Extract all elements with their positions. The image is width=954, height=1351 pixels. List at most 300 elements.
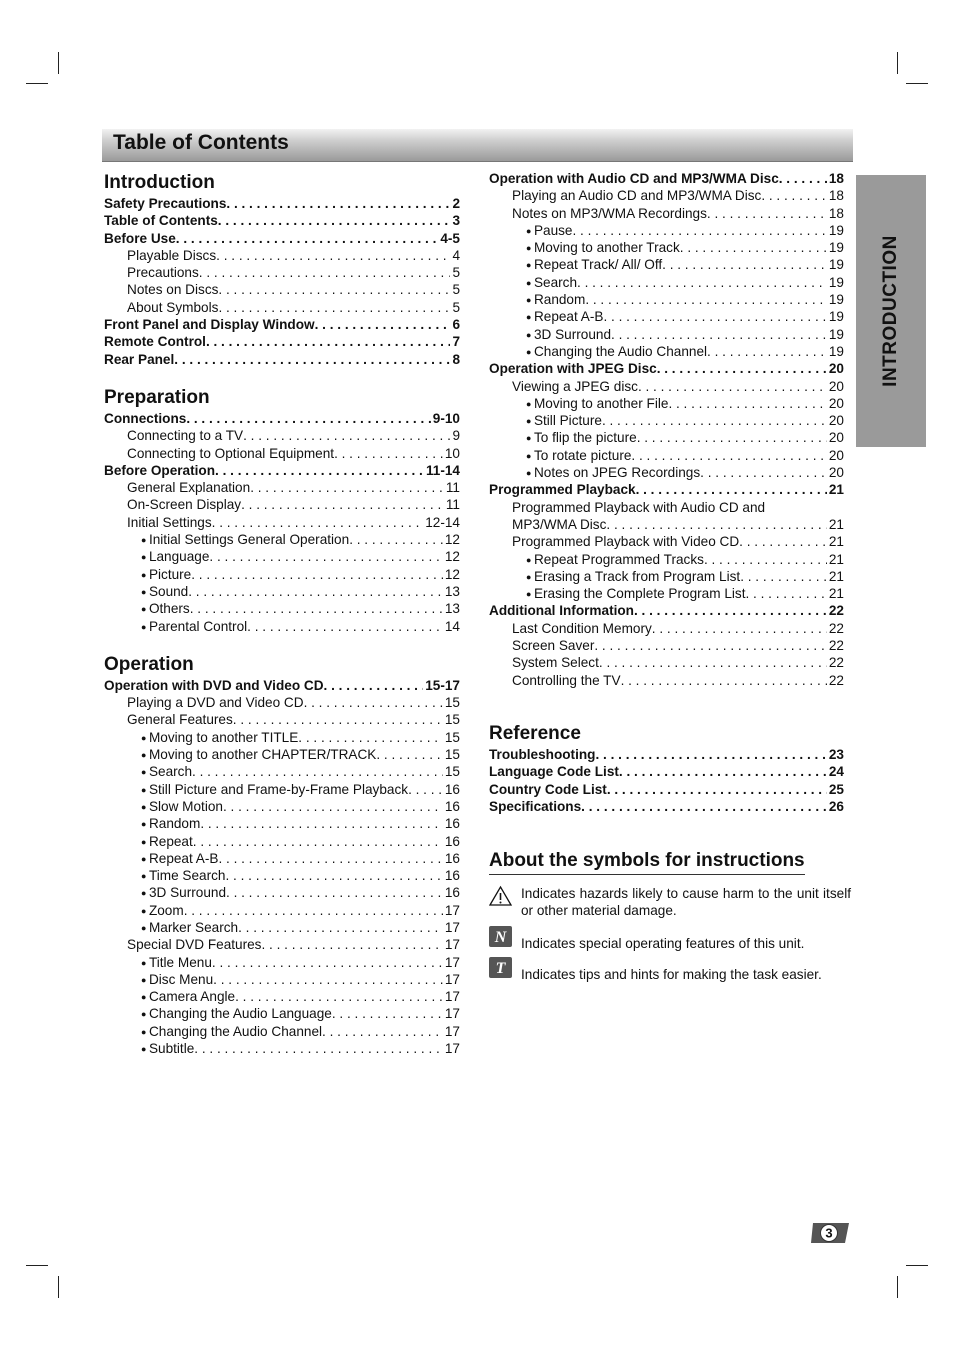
toc-dot-leader xyxy=(215,462,424,479)
toc-entry-page: 7 xyxy=(452,334,460,350)
toc-entry[interactable] xyxy=(489,798,844,815)
toc-entry[interactable] xyxy=(104,746,460,763)
toc-entry-title: MP3/WMA Disc xyxy=(512,516,607,532)
toc-entry-page: 22 xyxy=(828,638,844,654)
toc-entry[interactable] xyxy=(104,333,460,350)
toc-entry-page: 21 xyxy=(828,516,844,532)
toc-entry-page: 11 xyxy=(445,480,460,496)
toc-entry[interactable] xyxy=(104,247,460,264)
toc-entry-page: 11 xyxy=(445,497,460,513)
toc-dot-leader xyxy=(235,988,443,1005)
toc-entry[interactable] xyxy=(489,637,844,654)
toc-dot-leader xyxy=(602,412,827,429)
toc-entry[interactable] xyxy=(489,412,844,429)
toc-entry-page: 14 xyxy=(444,618,460,634)
toc-entry-title: ● Search xyxy=(526,274,577,291)
symbols-section-title: About the symbols for instructions xyxy=(489,850,805,875)
toc-dot-leader xyxy=(599,654,827,671)
toc-entry-page: 16 xyxy=(444,781,460,797)
toc-entry-title: ● To flip the picture xyxy=(526,429,637,446)
toc-entry-page: 20 xyxy=(828,361,844,377)
toc-entry-page: 13 xyxy=(444,583,460,599)
toc-dot-leader xyxy=(619,763,827,780)
toc-entry-page: 10 xyxy=(444,445,460,461)
toc-entry-title: ● Others xyxy=(141,600,190,617)
symbol-item-tip xyxy=(489,957,851,981)
toc-entry-title: ● Search xyxy=(141,763,192,780)
toc-entry-title: Safety Precautions xyxy=(104,196,227,211)
toc-entry-title: Remote Control xyxy=(104,334,206,350)
toc-entry[interactable] xyxy=(104,462,460,479)
toc-entry-page: 15-17 xyxy=(425,677,460,693)
toc-entry[interactable] xyxy=(104,600,460,617)
toc-entry-title: Connecting to Optional Equipment xyxy=(127,445,335,461)
toc-dot-leader xyxy=(218,299,450,316)
toc-entry-title: ● Subtitle xyxy=(141,1040,194,1057)
toc-entry-page: 15 xyxy=(444,695,460,711)
toc-right-column xyxy=(489,170,844,815)
toc-entry-title: Specifications xyxy=(489,798,582,814)
toc-dot-leader xyxy=(637,429,827,446)
toc-dot-leader xyxy=(621,672,827,689)
toc-entry-title: Programmed Playback with Video CD xyxy=(512,534,740,550)
toc-left-column xyxy=(104,170,460,1057)
toc-entry-page: 6 xyxy=(452,317,460,333)
toc-dot-leader xyxy=(226,195,450,212)
toc-entry-title: Operation with Audio CD and MP3/WMA Disc xyxy=(489,171,779,186)
toc-dot-leader xyxy=(250,479,444,496)
section-gap xyxy=(489,689,844,721)
toc-entry-title: Viewing a JPEG disc xyxy=(512,378,638,394)
toc-entry[interactable] xyxy=(104,1040,460,1057)
toc-entry[interactable] xyxy=(489,274,844,291)
toc-entry[interactable] xyxy=(104,798,460,815)
toc-entry[interactable] xyxy=(104,781,460,798)
toc-entry[interactable] xyxy=(104,548,460,565)
toc-dot-leader xyxy=(577,274,827,291)
toc-entry-page: 20 xyxy=(828,465,844,481)
toc-dot-leader xyxy=(581,798,827,815)
toc-entry-title: Precautions xyxy=(127,265,199,281)
toc-entry-page: 8 xyxy=(452,351,460,367)
toc-entry-title: Language Code List xyxy=(489,764,619,780)
toc-entry[interactable] xyxy=(489,551,844,568)
toc-entry-title: ● Zoom xyxy=(141,902,184,919)
toc-entry-title: ● Moving to another File xyxy=(526,395,668,412)
toc-entry-page: 17 xyxy=(444,989,460,1005)
toc-entry[interactable] xyxy=(489,568,844,585)
toc-entry-title: ● Repeat A-B xyxy=(526,308,603,325)
toc-dot-leader xyxy=(191,566,443,583)
toc-entry-page: 16 xyxy=(444,868,460,884)
toc-entry-page: 13 xyxy=(444,601,460,617)
toc-entry-title: ● Repeat xyxy=(141,833,193,850)
symbol-item-note xyxy=(489,926,851,950)
toc-entry[interactable] xyxy=(489,205,844,222)
toc-dot-leader xyxy=(261,936,442,953)
toc-dot-leader xyxy=(349,531,443,548)
toc-entry-page: 19 xyxy=(828,274,844,290)
toc-entry-page: 4 xyxy=(452,247,460,263)
toc-entry-title: Front Panel and Display Window xyxy=(104,317,315,333)
toc-entry[interactable] xyxy=(104,566,460,583)
toc-entry[interactable] xyxy=(104,867,460,884)
toc-entry-title: Connecting to a TV xyxy=(127,428,244,444)
symbol-warning-text: Indicates hazards likely to cause harm to the unit itself or other material damage. xyxy=(521,886,851,918)
toc-entry-title: ● Notes on JPEG Recordings xyxy=(526,464,700,481)
toc-dot-leader xyxy=(216,247,450,264)
toc-dot-leader xyxy=(638,378,827,395)
toc-entry[interactable] xyxy=(104,971,460,988)
tip-t-icon xyxy=(489,957,512,978)
toc-entry[interactable] xyxy=(104,351,460,368)
toc-section-heading: Reference xyxy=(489,722,581,744)
toc-dot-leader xyxy=(184,902,443,919)
toc-entry-title: ● Time Search xyxy=(141,867,226,884)
toc-entry-title: Country Code List xyxy=(489,781,607,797)
toc-dot-leader xyxy=(707,343,827,360)
toc-entry-page: 22 xyxy=(828,603,844,619)
crop-mark xyxy=(26,1265,48,1266)
toc-entry-page: 26 xyxy=(828,798,844,814)
section-side-tab xyxy=(856,175,926,447)
toc-entry[interactable] xyxy=(104,212,460,229)
toc-dot-leader xyxy=(241,496,444,513)
toc-entry[interactable] xyxy=(104,1005,460,1022)
toc-entry-page: 12 xyxy=(444,549,460,565)
toc-dot-leader xyxy=(739,533,827,550)
toc-entry[interactable] xyxy=(489,395,844,412)
page-number-badge xyxy=(809,1221,851,1245)
toc-entry[interactable] xyxy=(489,239,844,256)
toc-entry-page: 20 xyxy=(828,395,844,411)
toc-entry[interactable] xyxy=(489,256,844,273)
toc-entry-title: About Symbols xyxy=(127,299,219,315)
toc-section-heading: Operation xyxy=(104,653,194,675)
toc-dot-leader xyxy=(194,1040,443,1057)
toc-dot-leader xyxy=(206,333,450,350)
toc-entry-page: 15 xyxy=(444,712,460,728)
toc-entry[interactable] xyxy=(104,496,460,513)
toc-entry[interactable] xyxy=(104,954,460,971)
toc-entry-page: 12 xyxy=(444,566,460,582)
toc-entry[interactable] xyxy=(104,677,460,694)
toc-entry-title: ● Disc Menu xyxy=(141,971,213,988)
toc-dot-leader xyxy=(218,850,442,867)
toc-entry-title: ● Still Picture and Frame-by-Frame Playback xyxy=(141,781,408,798)
toc-entry-page: 12 xyxy=(444,532,460,548)
toc-entry[interactable] xyxy=(104,815,460,832)
crop-mark xyxy=(897,1276,898,1298)
toc-dot-leader xyxy=(634,602,827,619)
toc-entry[interactable] xyxy=(489,602,844,619)
toc-entry[interactable] xyxy=(104,902,460,919)
toc-dot-leader xyxy=(233,711,443,728)
toc-entry-page: 21 xyxy=(828,551,844,567)
toc-entry-title: ● Still Picture xyxy=(526,412,602,429)
toc-entry[interactable] xyxy=(104,618,460,635)
toc-dot-leader xyxy=(243,427,450,444)
toc-entry-page: 9 xyxy=(452,428,460,444)
toc-dot-leader xyxy=(700,464,827,481)
crop-mark xyxy=(58,1276,59,1298)
toc-entry[interactable] xyxy=(104,1023,460,1040)
toc-entry-title: ● Repeat Track/ All/ Off xyxy=(526,256,662,273)
toc-entry[interactable] xyxy=(489,464,844,481)
toc-entry-title: ● Random xyxy=(526,291,585,308)
toc-dot-leader xyxy=(680,239,827,256)
toc-entry-page: 20 xyxy=(828,430,844,446)
toc-entry-page: 20 xyxy=(828,447,844,463)
toc-entry[interactable] xyxy=(489,533,844,550)
toc-entry-page: 21 xyxy=(828,482,844,498)
toc-entry[interactable] xyxy=(104,316,460,333)
section-gap xyxy=(104,368,460,385)
toc-entry-title: General Explanation xyxy=(127,480,251,496)
toc-dot-leader xyxy=(223,798,443,815)
toc-dot-leader xyxy=(174,351,450,368)
toc-entry[interactable] xyxy=(489,516,844,533)
toc-entry[interactable] xyxy=(489,481,844,498)
toc-entry-page: 21 xyxy=(828,586,844,602)
toc-entry-title: ● Sound xyxy=(141,583,188,600)
toc-entry[interactable] xyxy=(104,884,460,901)
toc-entry-page: 19 xyxy=(828,257,844,273)
toc-entry-page: 16 xyxy=(444,833,460,849)
toc-entry[interactable] xyxy=(104,833,460,850)
toc-entry-page: 17 xyxy=(444,1023,460,1039)
toc-entry-title: Rear Panel xyxy=(104,351,175,367)
toc-entry[interactable] xyxy=(489,672,844,689)
toc-dot-leader xyxy=(585,291,827,308)
symbol-item-warning xyxy=(489,885,851,921)
toc-entry-page: 19 xyxy=(828,343,844,359)
toc-entry[interactable] xyxy=(489,499,844,516)
page-number: 3 xyxy=(825,1225,833,1241)
toc-entry-page: 11-14 xyxy=(425,462,460,478)
toc-entry-title: ● Repeat A-B xyxy=(141,850,218,867)
toc-entry-title: Table of Contents xyxy=(104,213,218,229)
toc-entry-page: 22 xyxy=(828,620,844,636)
svg-text:N: N xyxy=(494,929,507,946)
toc-entry[interactable] xyxy=(489,763,844,780)
toc-entry-title: Operation with JPEG Disc xyxy=(489,361,657,377)
toc-dot-leader xyxy=(322,1023,443,1040)
toc-entry[interactable] xyxy=(489,170,844,187)
page-title-bar xyxy=(102,129,853,162)
toc-entry[interactable] xyxy=(104,427,460,444)
toc-entry-page: 18 xyxy=(828,205,844,221)
toc-entry[interactable] xyxy=(489,360,844,377)
toc-entry-page: 16 xyxy=(444,798,460,814)
toc-dot-leader xyxy=(408,781,443,798)
toc-entry-page: 19 xyxy=(828,222,844,238)
toc-entry-title: Special DVD Features xyxy=(127,937,262,953)
toc-dot-leader xyxy=(607,781,827,798)
toc-entry-title: Last Condition Memory xyxy=(512,620,652,636)
symbol-tip-text: Indicates tips and hints for making the task easier. xyxy=(521,967,822,982)
toc-entry[interactable] xyxy=(489,746,844,763)
toc-entry-title: Troubleshooting xyxy=(489,746,596,762)
toc-dot-leader xyxy=(668,395,826,412)
toc-entry[interactable] xyxy=(489,654,844,671)
toc-entry-title: Connections xyxy=(104,410,187,426)
toc-entry-page: 19 xyxy=(828,309,844,325)
toc-entry-title: ● Moving to another Track xyxy=(526,239,680,256)
toc-dot-leader xyxy=(193,833,443,850)
toc-entry-title: ● Language xyxy=(141,548,209,565)
toc-entry-page: 17 xyxy=(444,919,460,935)
toc-entry-title: Operation with DVD and Video CD xyxy=(104,677,324,693)
toc-entry[interactable] xyxy=(104,936,460,953)
toc-dot-leader xyxy=(188,583,443,600)
toc-entry-title: ● Slow Motion xyxy=(141,798,223,815)
toc-entry-page: 24 xyxy=(828,764,844,780)
toc-entry-page: 16 xyxy=(444,885,460,901)
toc-entry-page: 17 xyxy=(444,1041,460,1057)
crop-mark xyxy=(906,83,928,84)
toc-entry[interactable] xyxy=(104,850,460,867)
crop-mark xyxy=(58,52,59,74)
toc-entry-title: Notes on Discs xyxy=(127,282,219,298)
toc-entry[interactable] xyxy=(489,429,844,446)
toc-entry-page: 19 xyxy=(828,326,844,342)
toc-dot-leader xyxy=(186,410,430,427)
toc-entry[interactable] xyxy=(489,187,844,204)
toc-entry-title: ● Erasing the Complete Program List xyxy=(526,585,746,602)
toc-entry-page: 15 xyxy=(444,747,460,763)
toc-section-heading: Introduction xyxy=(104,172,215,193)
toc-entry-page: 15 xyxy=(444,764,460,780)
toc-dot-leader xyxy=(315,316,451,333)
toc-dot-leader xyxy=(631,447,826,464)
toc-dot-leader xyxy=(662,256,827,273)
toc-dot-leader xyxy=(707,205,827,222)
toc-entry[interactable] xyxy=(489,343,844,360)
toc-dot-leader xyxy=(238,919,443,936)
toc-entry-title: ● Changing the Audio Channel xyxy=(526,343,707,360)
toc-entry-page: 18 xyxy=(828,171,844,186)
toc-entry-title: Playable Discs xyxy=(127,247,217,263)
toc-entry-title: Playing a DVD and Video CD xyxy=(127,695,304,711)
toc-dot-leader xyxy=(603,308,826,325)
toc-entry[interactable] xyxy=(104,729,460,746)
toc-entry-title: ● Initial Settings General Operation xyxy=(141,531,349,548)
toc-entry-page: 17 xyxy=(444,971,460,987)
toc-entry-page: 20 xyxy=(828,413,844,429)
toc-dot-leader xyxy=(595,746,826,763)
toc-entry[interactable] xyxy=(104,919,460,936)
toc-dot-leader xyxy=(606,516,826,533)
toc-entry-page: 17 xyxy=(444,937,460,953)
toc-entry-page: 18 xyxy=(828,188,844,204)
toc-entry-page: 23 xyxy=(828,746,844,762)
toc-dot-leader xyxy=(247,618,443,635)
toc-entry[interactable] xyxy=(104,195,460,212)
toc-entry-title: ● Pause xyxy=(526,222,572,239)
toc-dot-leader xyxy=(209,548,442,565)
toc-entry[interactable] xyxy=(489,222,844,239)
toc-dot-leader xyxy=(761,187,827,204)
svg-text:T: T xyxy=(495,960,506,977)
toc-entry[interactable] xyxy=(104,694,460,711)
toc-dot-leader xyxy=(226,867,443,884)
toc-entry-page: 22 xyxy=(828,672,844,688)
section-gap xyxy=(104,635,460,652)
toc-entry[interactable] xyxy=(104,711,460,728)
toc-entry-page: 17 xyxy=(444,954,460,970)
toc-entry[interactable] xyxy=(489,291,844,308)
toc-entry[interactable] xyxy=(104,479,460,496)
toc-dot-leader xyxy=(304,694,443,711)
toc-entry-page: 5 xyxy=(452,265,460,281)
toc-dot-leader xyxy=(226,884,443,901)
toc-entry-page: 5 xyxy=(452,282,460,298)
toc-dot-leader xyxy=(199,264,451,281)
toc-entry-title: ● Repeat Programmed Tracks xyxy=(526,551,704,568)
toc-dot-leader xyxy=(218,281,450,298)
toc-entry[interactable] xyxy=(489,620,844,637)
toc-entry-page: 3 xyxy=(452,213,460,229)
toc-entry[interactable] xyxy=(104,230,460,247)
toc-entry[interactable] xyxy=(489,585,844,602)
toc-entry-title: Playing an Audio CD and MP3/WMA Disc xyxy=(512,188,762,204)
toc-entry-title: Initial Settings xyxy=(127,514,212,530)
toc-entry[interactable] xyxy=(104,410,460,427)
toc-dot-leader xyxy=(213,971,443,988)
toc-entry[interactable] xyxy=(104,264,460,281)
toc-entry[interactable] xyxy=(489,781,844,798)
crop-mark xyxy=(897,52,898,74)
toc-dot-leader xyxy=(176,230,439,247)
toc-entry-page: 16 xyxy=(444,850,460,866)
toc-entry[interactable] xyxy=(104,763,460,780)
toc-dot-leader xyxy=(652,620,827,637)
toc-entry[interactable] xyxy=(104,299,460,316)
toc-entry-page: 17 xyxy=(444,902,460,918)
toc-entry-title: ● Parental Control xyxy=(141,618,247,635)
toc-entry-title: System Select xyxy=(512,655,599,671)
toc-entry[interactable] xyxy=(489,447,844,464)
toc-entry-page: 19 xyxy=(828,240,844,256)
toc-dot-leader xyxy=(704,551,827,568)
toc-entry[interactable] xyxy=(489,326,844,343)
toc-entry-title: ● Random xyxy=(141,815,200,832)
warning-triangle-icon xyxy=(489,885,512,906)
toc-entry-title: Programmed Playback xyxy=(489,482,636,498)
toc-entry[interactable] xyxy=(104,531,460,548)
toc-entry-page: 16 xyxy=(444,816,460,832)
toc-dot-leader xyxy=(611,326,827,343)
toc-dot-leader xyxy=(332,1005,443,1022)
toc-dot-leader xyxy=(740,568,827,585)
toc-entry[interactable] xyxy=(489,308,844,325)
toc-entry-title: ● Marker Search xyxy=(141,919,238,936)
toc-entry[interactable] xyxy=(104,281,460,298)
toc-entry[interactable] xyxy=(104,514,460,531)
toc-dot-leader xyxy=(298,729,443,746)
toc-dot-leader xyxy=(636,481,827,498)
toc-dot-leader xyxy=(572,222,826,239)
toc-entry[interactable] xyxy=(104,445,460,462)
toc-entry[interactable] xyxy=(104,988,460,1005)
toc-entry-page: 19 xyxy=(828,292,844,308)
toc-entry[interactable] xyxy=(104,583,460,600)
toc-entry[interactable] xyxy=(489,378,844,395)
toc-entry-title: ● 3D Surround xyxy=(141,884,226,901)
toc-entry-title: Additional Information xyxy=(489,603,634,619)
toc-entry-title: ● Moving to another CHAPTER/TRACK xyxy=(141,746,376,763)
